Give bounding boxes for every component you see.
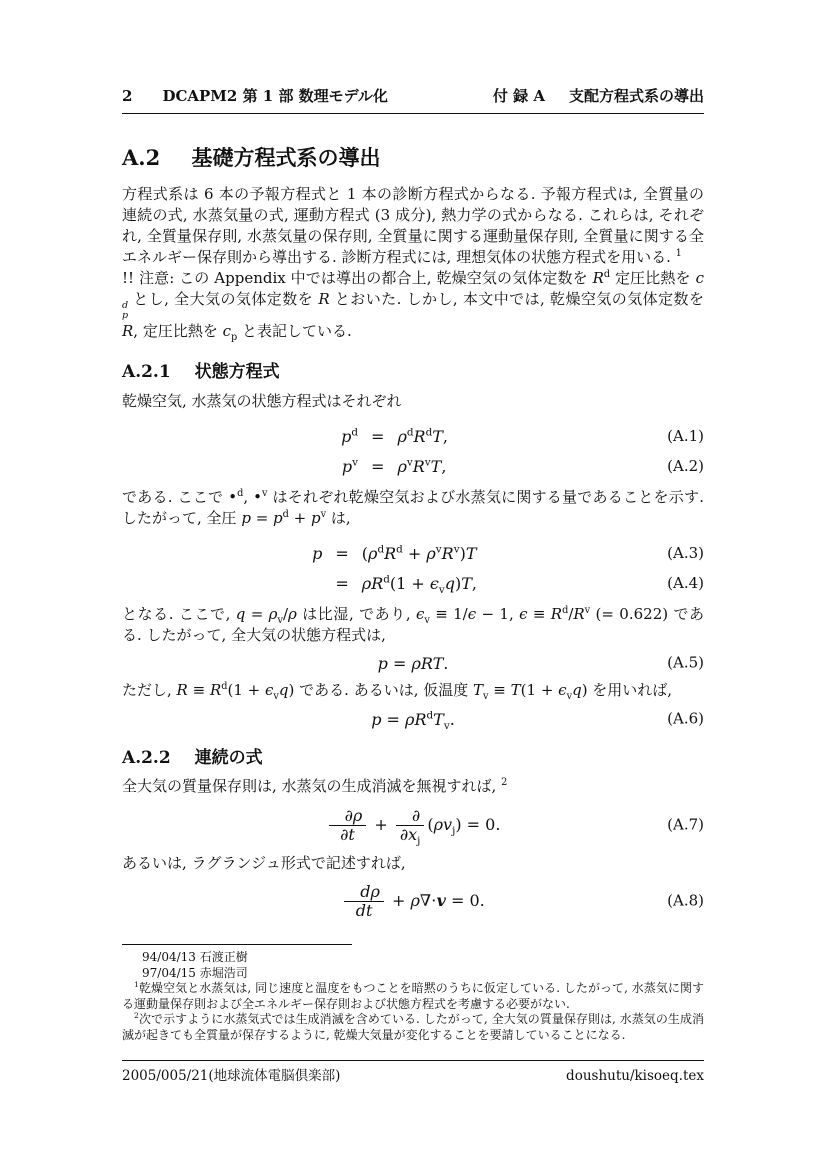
- section-title: [122, 144, 704, 171]
- header-appendix-title: 支配方程式系の導出: [568, 87, 704, 105]
- subsection-number: A.2.2: [122, 747, 171, 768]
- footnote-rule: [122, 944, 352, 945]
- equation-a6-body: $p = \rho R^dT_v$.: [371, 709, 455, 733]
- page-footer: [122, 1060, 704, 1085]
- equation-group-a1-a2: [122, 426, 704, 477]
- intro-paragraph: 方程式系は 6 本の予報方程式と 1 本の診断方程式からなる. 予報方程式は, 全質量の連続の式, 水蒸気量の式, 運動方程式 (3 成分), 熱力学の式からなる. これらは, それぞれ, 全質量保存則, 水蒸気量の保存則, 全質量に関する運動量保存則, 全質量に関する全エネルギー保存則から導出する. 診断方程式には, 理想気体の状態方程式を用いる. $^1$: [122, 185, 704, 266]
- equation-a1-relation: =: [371, 426, 385, 446]
- page-content: [122, 0, 704, 920]
- footnote-2: $^2$次で示すように水蒸気式では生成消滅を含めている. したがって, 全大気の質量保存則は, 水蒸気の生成消滅が起きても全質量が保存するように, 乾燥大気量が変化することを要請していることになる.: [122, 1011, 704, 1042]
- equation-a2-lhs: $p^v$: [341, 456, 359, 476]
- note-paragraph: !! 注意: この Appendix 中では導出の都合上, 乾燥空気の気体定数を $R^d$ 定圧比熱を c d p とし, 全大気の気体定数を R とおいた. しかし, 本文中では, 乾燥空気の気体定数を R, 定圧比熱を $c_p$ と表記している.: [122, 269, 704, 343]
- page-number: 2: [122, 87, 133, 105]
- equation-a7: [122, 805, 704, 848]
- equation-number-a6: (A.6): [667, 709, 704, 728]
- continuity-paragraph-2: あるいは, ラグランジュ形式で記述すれば,: [122, 853, 406, 872]
- equation-a2-rhs: $\rho^vR^vT$,: [397, 456, 447, 476]
- section-number: A.2: [122, 145, 161, 170]
- equation-number-a3: (A.3): [667, 543, 704, 562]
- state-lead-paragraph: 乾燥空気, 水蒸気の状態方程式はそれぞれ: [122, 391, 402, 410]
- footnote-block: [122, 944, 704, 1043]
- subsection-title-text: 連続の式: [194, 747, 263, 768]
- state-paragraph-2: である. ここで •$^d$, •$^v$ はそれぞれ乾燥空気および水蒸気に関する量であることを示す. したがって, 全圧 $p = p^d + p^v$ は,: [122, 487, 704, 527]
- subsection-title-continuity: [122, 748, 704, 768]
- equation-number-a4: (A.4): [667, 573, 704, 592]
- header-appendix-label: 付 録 A: [492, 87, 545, 105]
- equation-a2-relation: =: [371, 456, 385, 476]
- equation-a7-body: $\frac{\partial\rho}{\partial t}$ + $\frac{\partial}{\partial x_j}$ $(\rho v_j) = 0$.: [326, 815, 501, 834]
- state-paragraph-3: となる. ここで, $q = \rho_v/\rho$ は比湿, であり, $\epsilon_v \equiv 1/\epsilon - 1$, $\epsilon \equiv R^d/R^v$ (= 0.622) である. したがって, 全大気の状態方程式は,: [122, 604, 705, 644]
- subsection-title-text: 状態方程式: [194, 361, 280, 382]
- footer-date-publisher: 2005/005/21(地球流体電脳倶楽部): [122, 1068, 341, 1084]
- equation-number-a1: (A.1): [667, 426, 704, 445]
- equation-a4-rhs: $\rho R^d(1 + \epsilon_vq)T$,: [361, 573, 477, 597]
- subsection-number: A.2.1: [122, 361, 171, 382]
- header-chapter-title: DCAPM2 第 1 部 数理モデル化: [162, 87, 388, 105]
- equation-number-a8: (A.8): [667, 891, 704, 910]
- equation-group-a3-a4: [122, 543, 704, 597]
- footnote-date: 94/04/13 石渡正樹: [142, 950, 248, 964]
- footer-filename: doushutu/kisoeq.tex: [566, 1068, 704, 1084]
- equation-a4-relation: =: [335, 573, 349, 593]
- subsection-title-state-equation: [122, 362, 704, 382]
- equation-a8: [122, 883, 704, 920]
- section-title-text: 基礎方程式系の導出: [191, 145, 381, 170]
- equation-number-a7: (A.7): [667, 815, 704, 834]
- equation-a8-body: $\frac{d\rho}{dt}$ + ρ∇⋅v = 0.: [341, 891, 484, 910]
- equation-a3-lhs: p: [312, 543, 323, 563]
- equation-a1-rhs: $\rho^dR^dT$,: [397, 426, 448, 446]
- equation-a3-rhs: $(\rho^dR^d + \rho^vR^v)T$: [361, 543, 477, 563]
- footnote-1: $^1$乾燥空気と水蒸気は, 同じ速度と温度をもつことを暗黙のうちに仮定している. したがって, 水蒸気に関する運動量保存則および全エネルギー保存則および状態方程式を考慮する必要がない.: [122, 980, 704, 1011]
- header-right: [493, 86, 704, 107]
- equation-a5: [122, 653, 704, 674]
- equation-number-a5: (A.5): [667, 653, 704, 672]
- equation-a1-lhs: $p^d$: [341, 426, 359, 446]
- state-paragraph-4: ただし, $R \equiv R^d(1 + \epsilon_vq)$ である. あるいは, 仮温度 $T_v \equiv T(1 + \epsilon_vq)$ を用いれば,: [122, 680, 673, 702]
- page-header: [122, 86, 704, 114]
- continuity-lead-paragraph: 全大気の質量保存則は, 水蒸気の生成消滅を無視すれば, $^2$: [122, 776, 508, 795]
- equation-a3-relation: =: [335, 543, 349, 563]
- footnote-date: 97/04/15 赤堀浩司: [142, 965, 248, 980]
- equation-a5-body: p = ρRT.: [377, 653, 449, 673]
- header-left: [122, 86, 388, 107]
- equation-number-a2: (A.2): [667, 456, 704, 475]
- equation-a6: [122, 709, 704, 733]
